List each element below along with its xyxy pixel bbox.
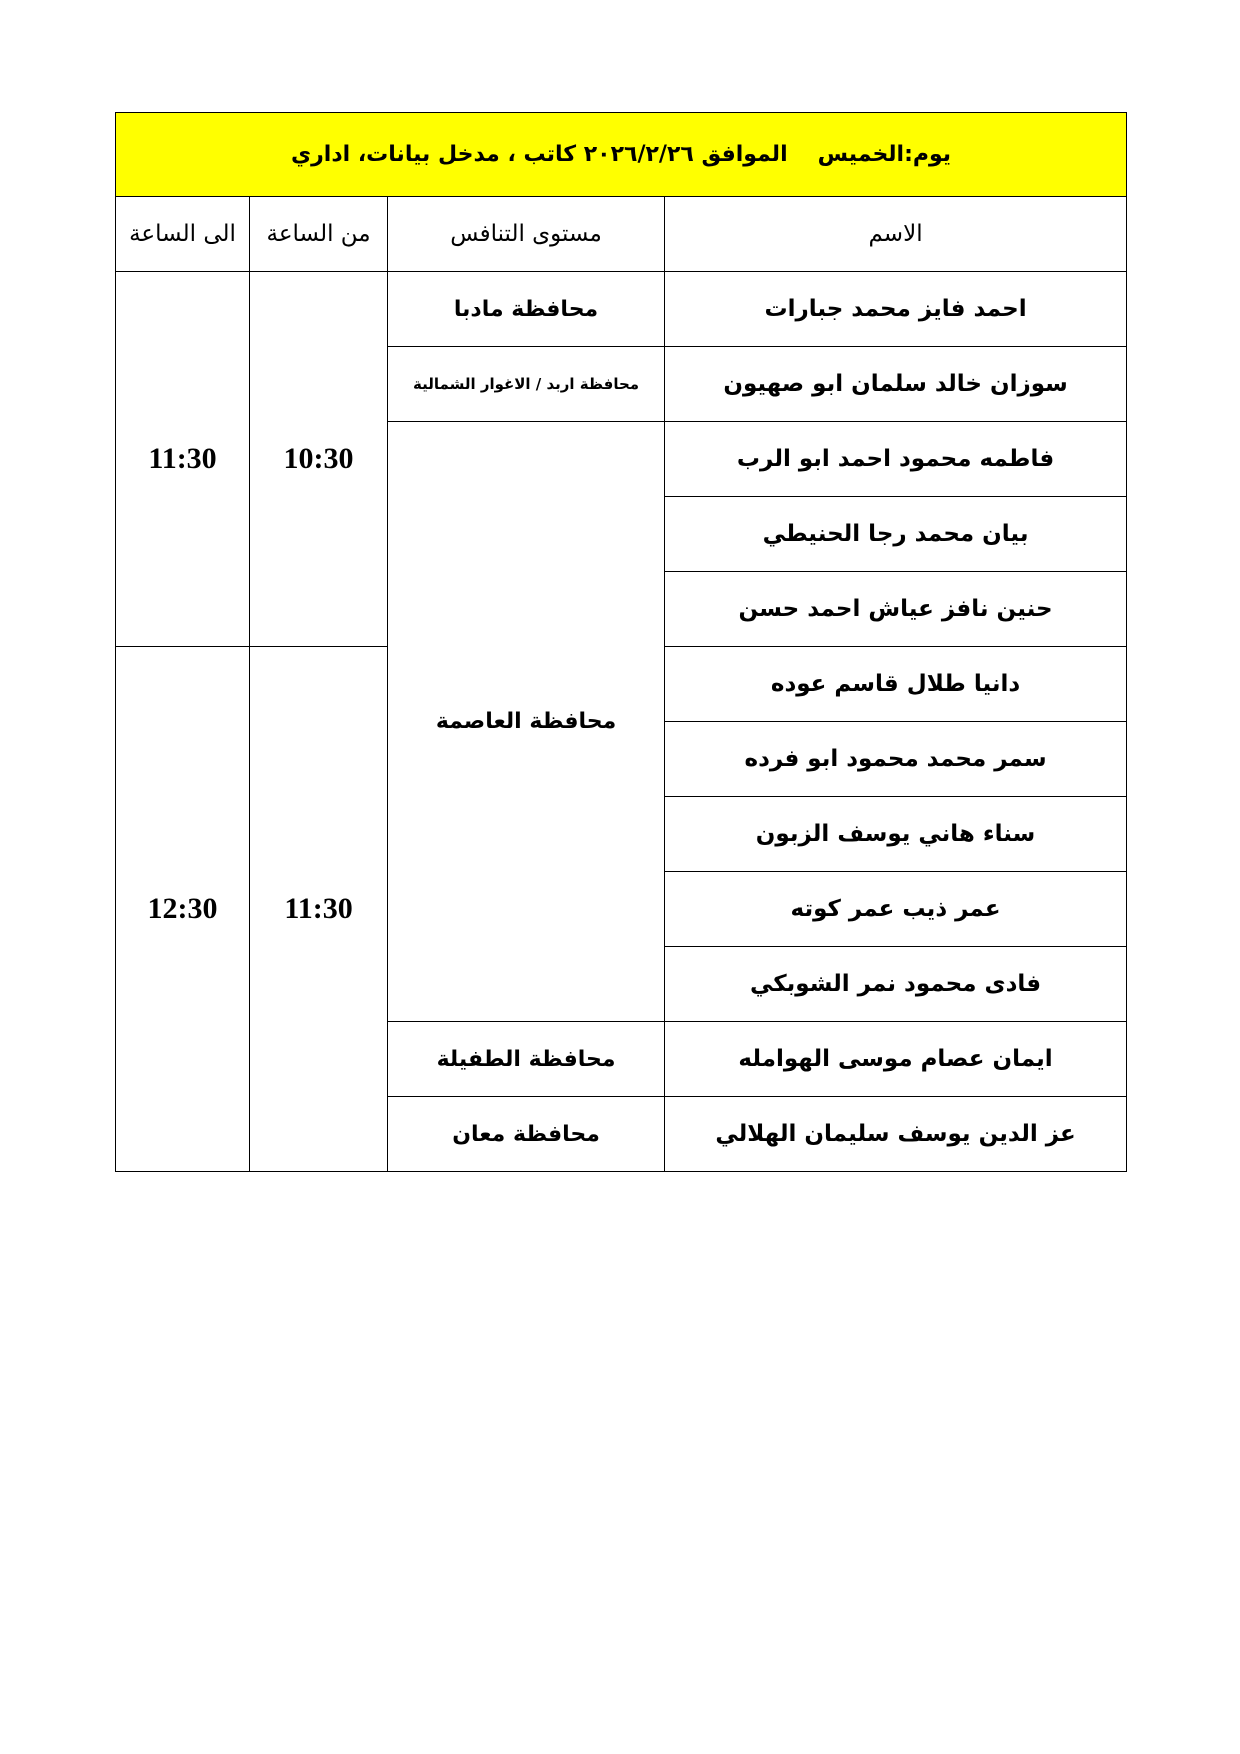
from-time-cell: 10:30	[250, 272, 388, 647]
schedule-sheet	[115, 112, 1126, 1172]
name-cell: بيان محمد رجا الحنيطي	[665, 497, 1127, 572]
schedule-table	[115, 112, 1127, 1172]
level-cell: محافظة معان	[388, 1097, 665, 1172]
title-banner	[116, 113, 1127, 197]
level-cell: محافظة الطفيلة	[388, 1022, 665, 1097]
name-cell: عمر ذيب عمر كوته	[665, 872, 1127, 947]
level-cell: محافظة اربد / الاغوار الشمالية	[388, 347, 665, 422]
name-cell: سمر محمد محمود ابو فرده	[665, 722, 1127, 797]
header-row	[116, 197, 1127, 272]
title-day: يوم:الخميس	[817, 142, 952, 167]
name-cell: دانيا طلال قاسم عوده	[665, 647, 1127, 722]
title-date-role: الموافق ٢٠٢٦/٢/٢٦ كاتب ، مدخل بيانات، اداري	[290, 142, 788, 167]
name-cell: سناء هاني يوسف الزبون	[665, 797, 1127, 872]
header-level: مستوى التنافس	[388, 197, 665, 272]
name-cell: فادى محمود نمر الشوبكي	[665, 947, 1127, 1022]
from-time-cell: 11:30	[250, 647, 388, 1172]
level-cell: محافظة العاصمة	[388, 422, 665, 1022]
table-row	[116, 272, 1127, 347]
to-time-cell: 12:30	[116, 647, 250, 1172]
name-cell: حنين نافز عياش احمد حسن	[665, 572, 1127, 647]
name-cell: عز الدين يوسف سليمان الهلالي	[665, 1097, 1127, 1172]
title-row	[116, 113, 1127, 197]
header-to: الى الساعة	[116, 197, 250, 272]
level-cell: محافظة مادبا	[388, 272, 665, 347]
name-cell: سوزان خالد سلمان ابو صهيون	[665, 347, 1127, 422]
name-cell: فاطمه محمود احمد ابو الرب	[665, 422, 1127, 497]
header-from: من الساعة	[250, 197, 388, 272]
header-name: الاسم	[665, 197, 1127, 272]
name-cell: ايمان عصام موسى الهوامله	[665, 1022, 1127, 1097]
name-cell: احمد فايز محمد جبارات	[665, 272, 1127, 347]
to-time-cell: 11:30	[116, 272, 250, 647]
